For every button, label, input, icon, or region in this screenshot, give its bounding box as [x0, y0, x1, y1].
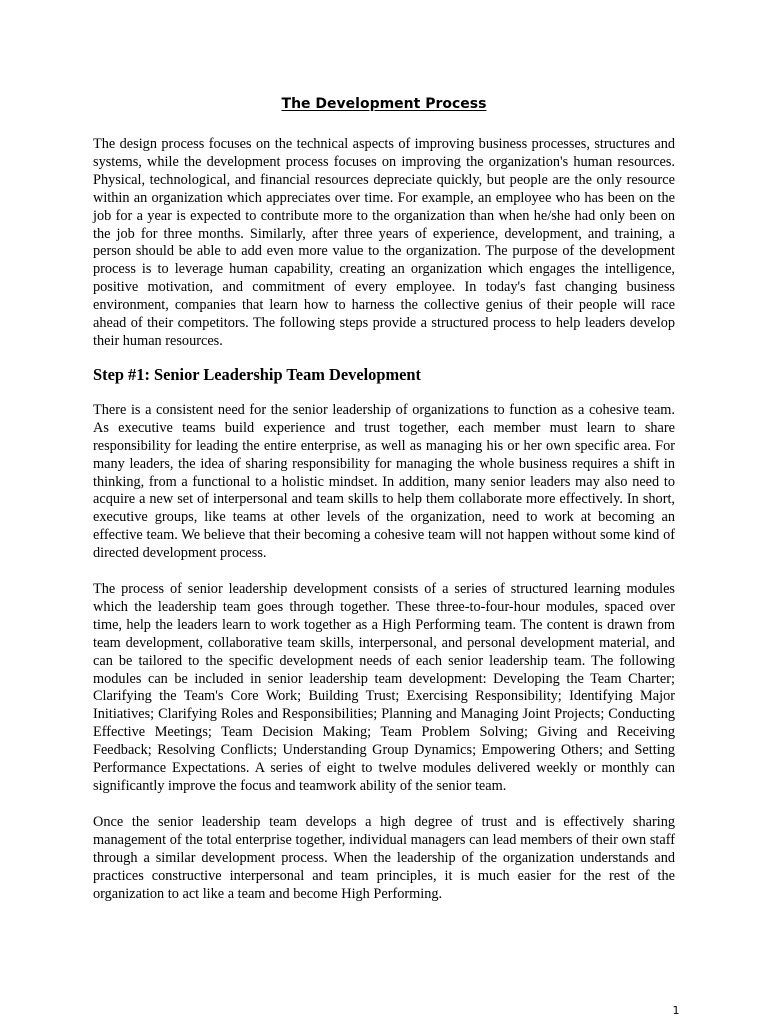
page-title: The Development Process — [281, 96, 487, 112]
document-body — [93, 136, 675, 903]
page-number: 1 — [672, 1004, 680, 1017]
intro-paragraph: The design process focuses on the technical aspects of improving business processes, structures and systems, while the development process focuses on improving the organization's human resources. Physical, technological, and financial resources depreciate quickly, but people are the only resource within an organization which appreciates over time. For example, an employee who has been on the job for a year is expected to contribute more to the organization than when he/she had only been on the job for three months. Similarly, after three years of experience, development, and training, a person should be able to add even more value to the organization. The purpose of the development process is to leverage human capability, creating an organization which engages the intelligence, positive motivation, and commitment of every employee. In today's fast changing business environment, companies that learn how to harness the collective genius of their people will race ahead of their competitors. The following steps provide a structured process to help leaders develop their human resources. — [93, 136, 675, 349]
section-heading: Step #1: Senior Leadership Team Development — [93, 364, 421, 384]
body-paragraph-2: The process of senior leadership development consists of a series of structured learning modules which the leadership team goes through together. These three-to-four-hour modules, spaced over time, help the leaders learn to work together as a High Performing team. The content is drawn from team development, collaborative team skills, interpersonal, and personal development material, and can be tailored to the specific development needs of each senior leadership team. The following modules can be included in senior leadership team development: Developing the Team Charter; Clarifying the Team's Core Work; Building Trust; Exercising Responsibility; Identifying Major Initiatives; Clarifying Roles and Responsibilities; Planning and Managing Joint Projects; Conducting Effective Meetings; Team Decision Making; Team Problem Solving; Giving and Receiving Feedback; Resolving Conflicts; Understanding Group Dynamics; Empowering Others; and Setting Performance Expectations. A series of eight to twelve modules delivered weekly or monthly can significantly improve the focus and teamwork ability of the senior team. — [93, 581, 675, 794]
body-paragraph-1: There is a consistent need for the senior leadership of organizations to function as a cohesive team. As executive teams build experience and trust together, each member must learn to share responsibility for leading the entire enterprise, as well as managing his or her own specific area. For many leaders, the idea of sharing responsibility for managing the whole business requires a shift in thinking, from a functional to a holistic mindset. In addition, many senior leaders may also need to acquire a new set of interpersonal and team skills to help them collaborate more effectively. In short, executive groups, like teams at other levels of the organization, need to work at becoming an effective team. We believe that their becoming a cohesive team will not happen without some kind of directed development process. — [93, 401, 675, 562]
body-paragraph-3: Once the senior leadership team develops a high degree of trust and is effectively sharing management of the total enterprise together, individual managers can lead members of their own staff through a similar development process. When the leadership of the organization understands and practices constructive interpersonal and team principles, it is much easier for the rest of the organization to act like a team and become High Performing. — [93, 813, 675, 902]
